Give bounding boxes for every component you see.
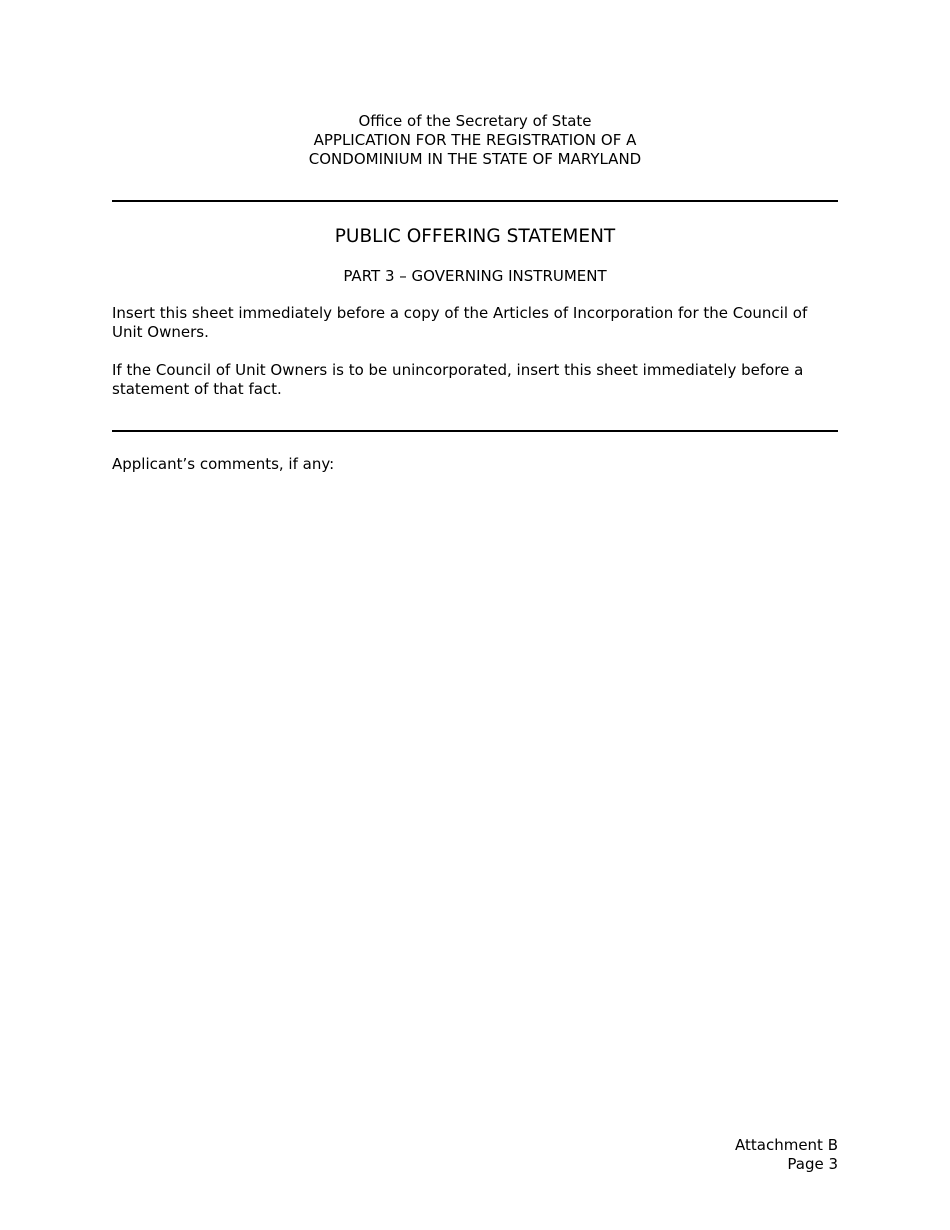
office-name: Office of the Secretary of State [358, 112, 592, 130]
page-footer [735, 1136, 838, 1174]
attachment-label: Attachment B [735, 1136, 838, 1154]
document-header [112, 112, 838, 169]
section-part: PART 3 – GOVERNING INSTRUMENT [343, 267, 607, 285]
instruction-paragraph-2-line-1: If the Council of Unit Owners is to be unincorporated, insert this sheet immediately before a [112, 361, 804, 379]
instruction-paragraph-2-line-2: statement of that fact. [112, 380, 282, 398]
application-title-line-2: CONDOMINIUM IN THE STATE OF MARYLAND [308, 150, 642, 168]
instruction-paragraph-2 [112, 361, 840, 399]
application-title-line-1: APPLICATION FOR THE REGISTRATION OF A [313, 131, 637, 149]
applicant-comments-label: Applicant’s comments, if any: [112, 455, 335, 473]
instruction-paragraph-1-line-2: Unit Owners. [112, 323, 209, 341]
top-divider [112, 200, 838, 202]
bottom-divider [112, 430, 838, 432]
instruction-paragraph-1 [112, 304, 840, 342]
instruction-paragraph-1-line-1: Insert this sheet immediately before a copy of the Articles of Incorporation for the Council of [112, 304, 808, 322]
page-number: Page 3 [787, 1155, 838, 1173]
section-title: PUBLIC OFFERING STATEMENT [334, 226, 616, 247]
